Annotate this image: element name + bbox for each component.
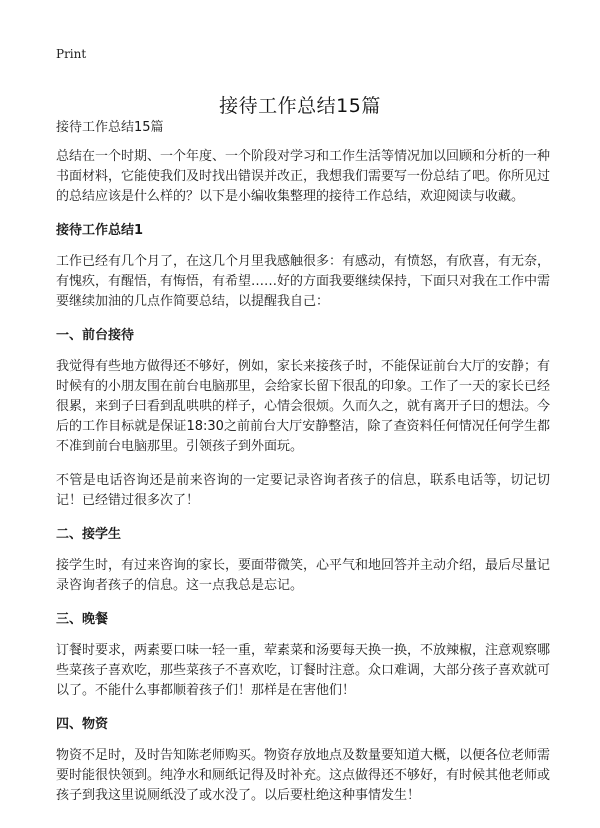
heading-front-desk: 一、前台接待 (56, 328, 135, 343)
document-subtitle: 接待工作总结15篇 (56, 120, 164, 135)
document-body (56, 118, 550, 820)
heading-dinner: 三、晚餐 (56, 612, 109, 627)
heading-pickup: 二、接学生 (56, 527, 122, 542)
section-intro-paragraph: 工作已经有几个月了，在这几个月里我感触很多：有感动，有愤怒，有欣喜，有无奈，有愧疚，有醒悟，有悔悟，有希望……好的方面我要继续保持，下面只对我在工作中需要继续加油的几点作简要总结，以提醒我自己： (56, 254, 551, 309)
paragraph-pickup: 接学生时，有过来咨询的家长，要面带微笑，心平气和地回答并主动介绍，最后尽量记录咨询者孩子的信息。这一点我总是忘记。 (56, 558, 551, 593)
section-title: 接待工作总结1 (56, 223, 144, 238)
paragraph-dinner: 订餐时要求，两素要口味一轻一重，荤素菜和汤要每天换一换，不放辣椒，注意观察哪些菜孩子喜欢吃，那些菜孩子不喜欢吃，订餐时注意。众口难调，大部分孩子喜欢就可以了。不能什么事都顺着孩子们！那样是在害他们！ (56, 643, 551, 698)
paragraph-front-desk-2: 不管是电话咨询还是前来咨询的一定要记录咨询者孩子的信息，联系电话等，切记切记！已经错过很多次了！ (56, 473, 550, 508)
heading-supplies: 四、物资 (56, 717, 109, 732)
document-title: 接待工作总结15篇 (219, 94, 381, 117)
print-link[interactable]: Print (56, 47, 87, 61)
intro-paragraph: 总结在一个时期、一个年度、一个阶段对学习和工作生活等情况加以回顾和分析的一种书面材料，它能使我们及时找出错误并改正，我想我们需要写一份总结了吧。你所见过的总结应该是什么样的？以下是小编收集整理的接待工作总结，欢迎阅读与收藏。 (56, 149, 551, 204)
paragraph-front-desk-1: 我觉得有些地方做得还不够好，例如，家长来接孩子时，不能保证前台大厅的安静；有时候有的小朋友围在前台电脑那里，会给家长留下很乱的印象。工作了一天的家长已经很累，来到子曰看到乱哄哄的样子，心情会很烦。久而久之，就有离开子曰的想法。今后的工作目标就是保证18:30之前前台大厅安静整洁，除了查资料任何情况任何学生都不准到前台电脑那里。引领孩子到外面玩。 (56, 359, 551, 454)
paragraph-supplies: 物资不足时，及时告知陈老师购买。物资存放地点及数量要知道大概，以便各位老师需要时能很快领到。纯净水和厕纸记得及时补充。这点做得还不够好，有时候其他老师或孩子到我这里说厕纸没了或水没了。以后要杜绝这种事情发生！ (56, 748, 551, 803)
